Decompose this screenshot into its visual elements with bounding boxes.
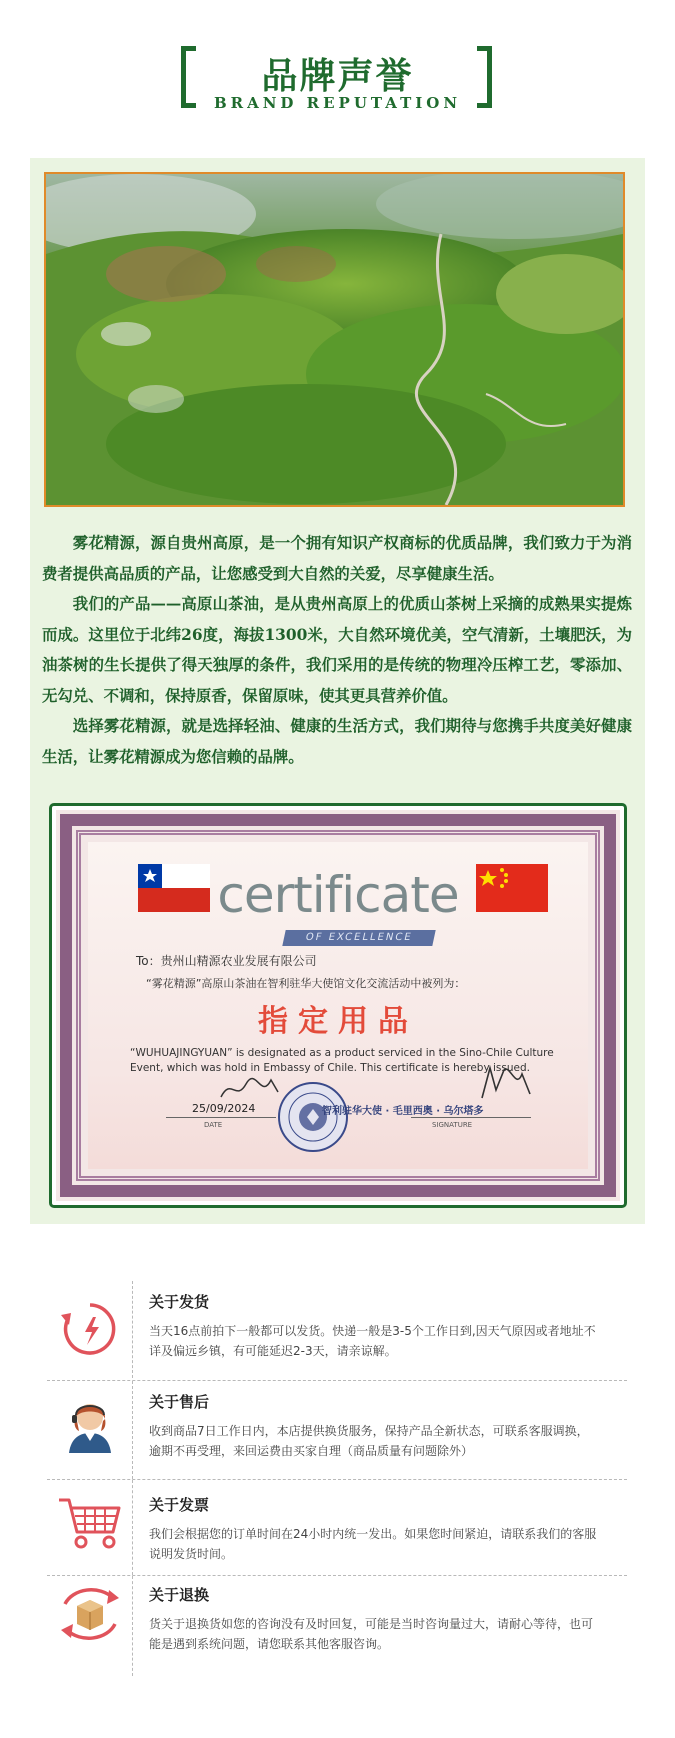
divider-vertical <box>132 1576 133 1676</box>
service-title: 关于发票 <box>149 1496 210 1514</box>
return-box-icon <box>55 1584 125 1644</box>
service-body: 货关于退换货如您的咨询没有及时回复，可能是当时咨询量过大，请耐心等待，也可能是遇到系统问题，请您联系其他客服咨询。 <box>149 1617 594 1651</box>
certificate-recipient: To：贵州山精源农业发展有限公司 <box>136 954 317 968</box>
brand-intro-text <box>42 528 632 772</box>
section-title <box>0 38 675 118</box>
service-shipping <box>47 1281 627 1378</box>
title-english: BRAND REPUTATION <box>213 94 462 112</box>
shopping-cart-icon <box>55 1494 125 1554</box>
intro-paragraph-3: 选择雾花精源，就是选择轻油、健康的生活方式，我们期待与您携手共度美好健康生活，让雾花精源成为您信赖的品牌。 <box>42 717 632 766</box>
service-body: 收到商品7日工作日内，本店提供换货服务，保持产品全新状态，可联系客服调换，逾期不再受理，来回运费由买家自理（商品质量有问题除外） <box>149 1424 589 1458</box>
service-body: 我们会根据您的订单时间在24小时内统一发出。如果您时间紧迫，请联系我们的客服说明发货时间。 <box>149 1527 597 1561</box>
service-title: 关于发货 <box>149 1293 210 1311</box>
certificate-image <box>56 810 620 1201</box>
ambassador-name: 智利驻华大使 · 毛里西奥 · 乌尔塔多 <box>322 1106 484 1117</box>
signature-line <box>411 1117 531 1118</box>
service-after-sales <box>47 1381 627 1479</box>
certificate-description-en: “WUHUAJINGYUAN” is designated as a product serviced in the Sino-Chile Culture Event, which was hold in Embassy of Chile. This certificate is hereby issued. <box>130 1047 554 1074</box>
intro-paragraph-1: 雾花精源，源自贵州高原，是一个拥有知识产权商标的优质品牌，我们致力于为消费者提供高品质的产品，让您感受到大自然的关爱，尽享健康生活。 <box>42 534 632 583</box>
service-title: 关于退换 <box>149 1586 210 1604</box>
embassy-seal-icon <box>276 1080 350 1154</box>
certificate-word: certificate <box>217 866 459 924</box>
divider-vertical <box>132 1480 133 1575</box>
date-label: DATE <box>204 1121 223 1129</box>
divider-vertical <box>132 1281 133 1378</box>
tea-plantation-aerial-photo <box>44 172 625 507</box>
intro-paragraph-2: 我们的产品——高原山茶油，是从贵州高原上的优质山茶树上采摘的成熟果实提炼而成。这里位于北纬26度，海拔1300米，大自然环境优美，空气清新，土壤肥沃，为油茶树的生长提供了得天独厚的条件，我们采用的是传统的物理冷压榨工艺，零添加、无勾兑、不调和，保持原香，保留原味，使其更具营养价值。 <box>42 595 632 705</box>
ambassador-signature <box>476 1060 536 1106</box>
title-chinese: 品牌声誉 <box>261 55 414 97</box>
service-invoice <box>47 1480 627 1575</box>
service-body: 当天16点前拍下一般都可以发货。快递一般是3-5个工作日到,因天气原因或者地址不详及偏远乡镇，有可能延迟2-3天，请亲谅解。 <box>149 1324 596 1358</box>
service-title: 关于售后 <box>149 1393 210 1411</box>
certificate-headline: 指定用品 <box>258 1004 418 1039</box>
excellence-ribbon: OF EXCELLENCE <box>282 930 435 946</box>
signature-label: SIGNATURE <box>432 1121 473 1129</box>
certificate-date: 25/09/2024 <box>192 1102 256 1115</box>
date-line <box>166 1117 276 1118</box>
customer-service-icon <box>55 1395 125 1455</box>
service-returns <box>47 1576 627 1676</box>
certificate-description-cn: “雾花精源”高原山茶油在智利驻华大使馆文化交流活动中被列为： <box>146 977 466 990</box>
shipping-clock-icon <box>55 1299 125 1359</box>
divider-vertical <box>132 1381 133 1479</box>
